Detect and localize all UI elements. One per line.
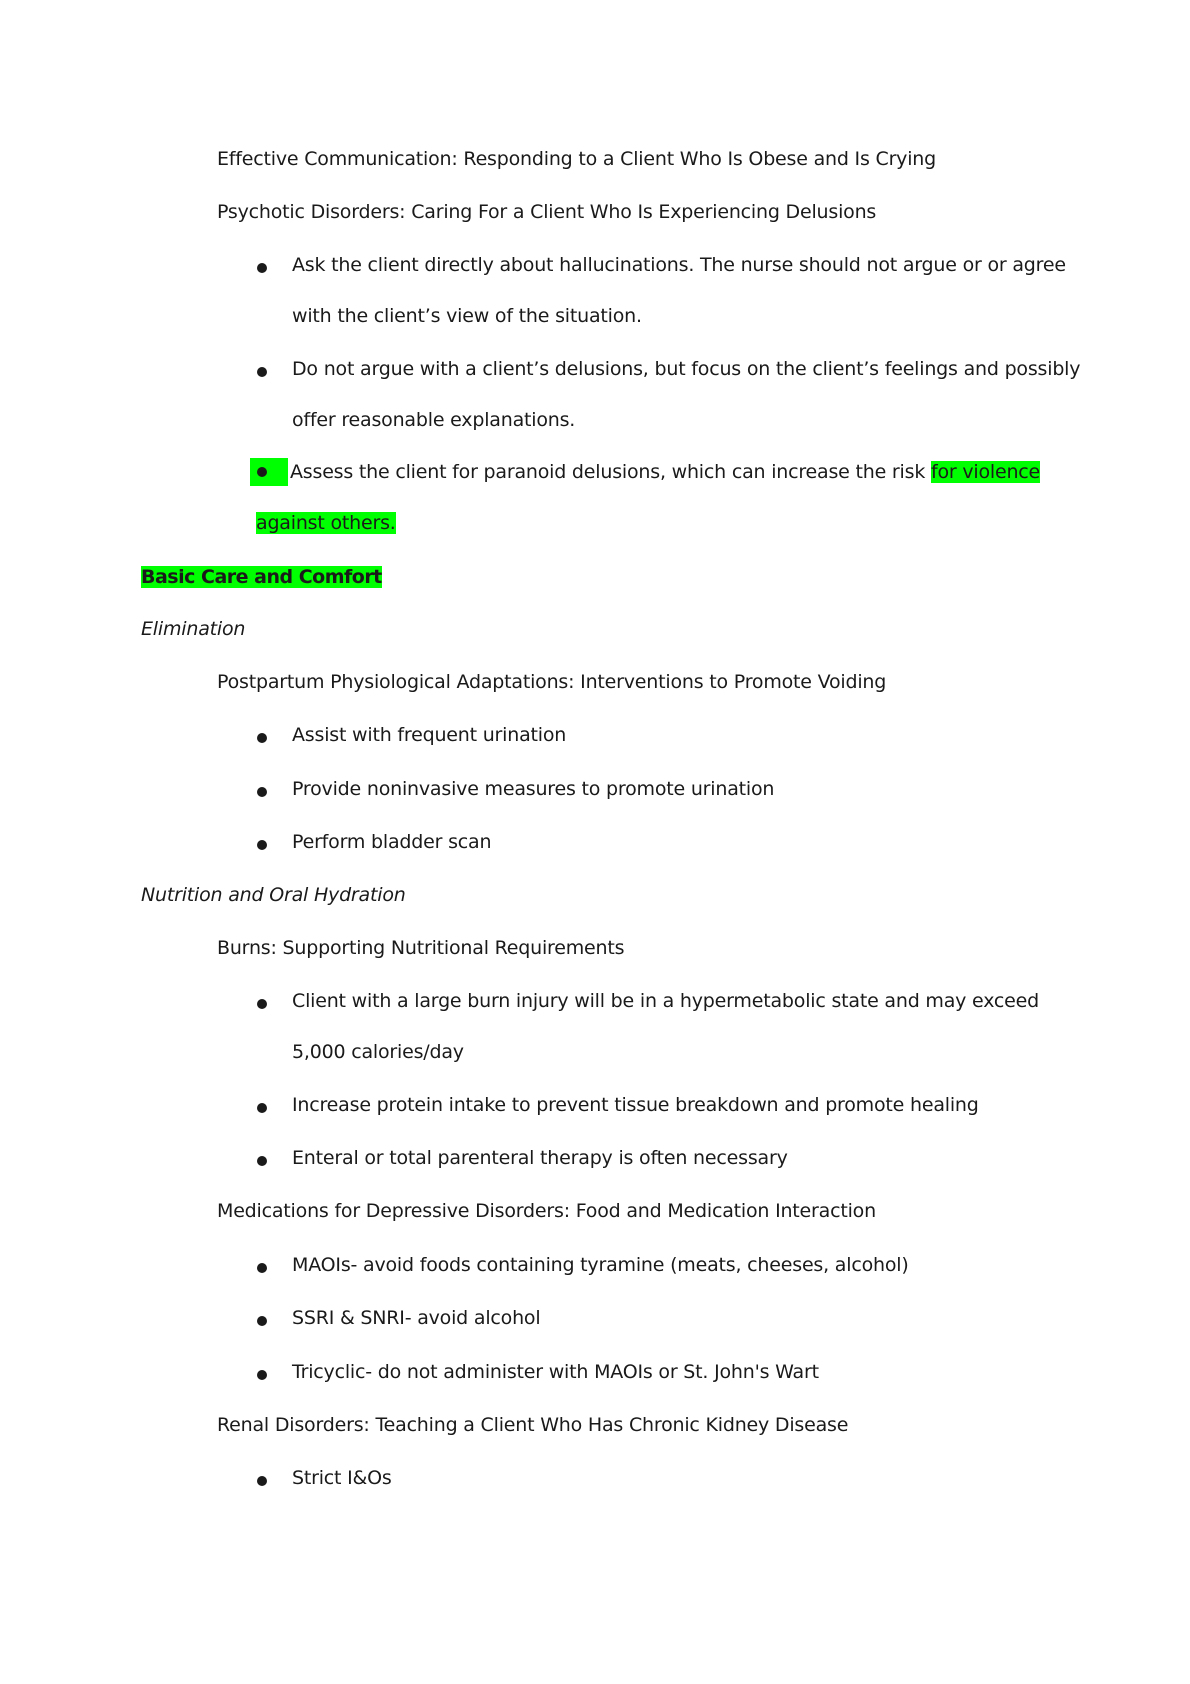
burns-bullet-1-line-2: 5,000 calories/day [292,1041,464,1063]
bullet-icon [257,1316,267,1326]
psychotic-bullet-1-line-1: Ask the client directly about hallucinations. The nurse should not argue or or agree [292,254,1066,276]
heading-postpartum: Postpartum Physiological Adaptations: Interventions to Promote Voiding [217,671,887,693]
meds-bullet-3: Tricyclic- do not administer with MAOIs or St. John's Wart [292,1361,819,1383]
bullet-icon [257,999,267,1009]
subheading-nutrition: Nutrition and Oral Hydration [141,884,406,906]
bullet-icon [257,840,267,850]
heading-psychotic-disorders: Psychotic Disorders: Caring For a Client Who Is Experiencing Delusions [217,201,877,223]
burns-bullet-3: Enteral or total parenteral therapy is often necessary [292,1147,788,1169]
heading-medications-depressive: Medications for Depressive Disorders: Food and Medication Interaction [217,1200,876,1222]
psychotic-bullet-2-line-2: offer reasonable explanations. [292,409,576,431]
heading-renal-disorders: Renal Disorders: Teaching a Client Who Has Chronic Kidney Disease [217,1414,849,1436]
bullet-icon [257,467,267,477]
subheading-elimination: Elimination [141,618,246,640]
section-heading-basic-care [141,564,382,590]
psychotic-bullet-3-line-1 [290,459,1040,485]
postpartum-bullet-3: Perform bladder scan [292,831,492,853]
highlighted-heading: Basic Care and Comfort [141,566,382,588]
bullet-icon [257,1476,267,1486]
burns-bullet-2: Increase protein intake to prevent tissue breakdown and promote healing [292,1094,979,1116]
highlighted-text: for violence [930,461,1041,483]
renal-bullet-1: Strict I&Os [292,1467,392,1489]
bullet-icon [257,787,267,797]
burns-bullet-1-line-1: Client with a large burn injury will be in a hypermetabolic state and may exceed [292,990,1039,1012]
highlighted-text: against others. [256,512,396,534]
meds-bullet-1: MAOIs- avoid foods containing tyramine (meats, cheeses, alcohol) [292,1254,909,1276]
bullet-icon [257,1370,267,1380]
bullet-icon [257,263,267,273]
bullet-icon [257,733,267,743]
bullet-icon [257,1263,267,1273]
highlight-mark [250,458,288,486]
psychotic-bullet-2-line-1: Do not argue with a client’s delusions, but focus on the client’s feelings and possibly [292,358,1081,380]
postpartum-bullet-1: Assist with frequent urination [292,724,567,746]
meds-bullet-2: SSRI & SNRI- avoid alcohol [292,1307,541,1329]
bullet-icon [257,1103,267,1113]
psychotic-bullet-3-text: Assess the client for paranoid delusions, which can increase the risk [290,461,931,483]
psychotic-bullet-3-line-2 [256,510,396,536]
postpartum-bullet-2: Provide noninvasive measures to promote urination [292,778,775,800]
psychotic-bullet-1-line-2: with the client’s view of the situation. [292,305,642,327]
bullet-icon [257,367,267,377]
bullet-icon [257,1156,267,1166]
heading-effective-communication: Effective Communication: Responding to a Client Who Is Obese and Is Crying [217,148,937,170]
heading-burns: Burns: Supporting Nutritional Requirements [217,937,625,959]
